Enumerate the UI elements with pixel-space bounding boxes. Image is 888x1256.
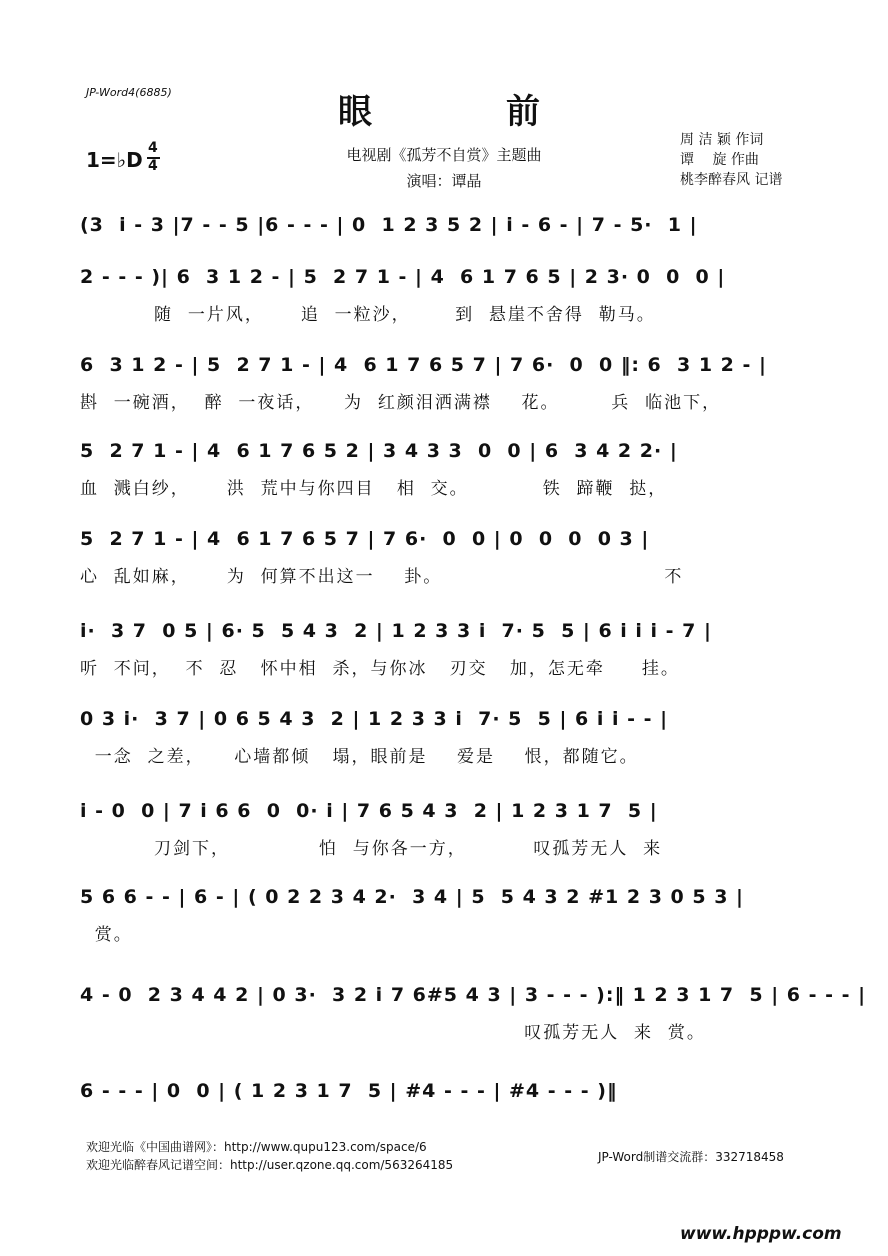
stave-5: [80, 528, 808, 588]
stave-1: [80, 214, 808, 274]
credits-block: [680, 130, 782, 190]
stave-lyric: 血 溅白纱， 洪 荒中与你四目 相 交。 铁 蹄鞭 挞，: [80, 479, 668, 499]
stave-4: [80, 440, 808, 500]
stave-7: [80, 708, 808, 768]
stave-10: [80, 984, 867, 1044]
composer-credit: 谭 旋 作曲: [680, 152, 759, 168]
stave-lyric: 赏。: [80, 925, 133, 945]
generator-code: JP-Word4(6885): [86, 86, 172, 99]
footer-links: [86, 1138, 453, 1174]
stave-9: [80, 886, 808, 946]
stave-notes: 2 - - - )| 6 3 1 2 - | 5 2 7 1 - | 4 6 1 7 6 5 | 2 3· 0 0 0 |: [80, 266, 726, 288]
time-signature-top: 4: [148, 140, 158, 156]
stave-lyric: 随 一片风， 追 一粒沙， 到 悬崖不舍得 勒马。: [80, 305, 656, 325]
stave-notes: 6 - - - | 0 0 | ( 1 2 3 1 7 5 | #4 - - - | #4 - - - )‖: [80, 1080, 618, 1102]
stave-lyric: 叹孤芳无人 来 赏。: [80, 1023, 706, 1043]
song-title: 眼 前: [338, 92, 590, 132]
site-watermark: www.hpppw.com: [680, 1224, 842, 1244]
lyricist-credit: 周 洁 颖 作词: [680, 132, 764, 148]
footer-line-qzone: 欢迎光临醉春风记谱空间：http://user.qzone.qq.com/563264185: [86, 1158, 454, 1172]
footer-line-qupu: 欢迎光临《中国曲谱网》：http://www.qupu123.com/space/6: [86, 1140, 427, 1154]
stave-notes: 4 - 0 2 3 4 4 2 | 0 3· 3 2 i 7 6#5 4 3 | 3 - - - ):‖ 1 2 3 1 7 5 | 6 - - - |: [80, 984, 867, 1006]
stave-lyric: 一念 之差， 心墙都倾 塌，眼前是 爱是 恨，都随它。: [80, 747, 639, 767]
stave-8: [80, 800, 808, 860]
stave-notes: 6 3 1 2 - | 5 2 7 1 - | 4 6 1 7 6 5 7 | 7 6· 0 0 ‖: 6 3 1 2 - |: [80, 354, 767, 376]
time-signature-bottom: 4: [148, 158, 158, 174]
key-signature: 1=♭D: [86, 148, 143, 172]
stave-2: [80, 266, 808, 326]
stave-3: [80, 354, 808, 414]
singer-credit: 演唱：谭晶: [406, 172, 482, 190]
stave-lyric: 听 不问， 不 忍 怀中相 杀，与你冰 刃交 加，怎无牵 挂。: [80, 659, 680, 679]
stave-lyric: [80, 1114, 808, 1138]
stave-notes: 5 6 6 - - | 6 - | ( 0 2 2 3 4 2· 3 4 | 5 5 4 3 2 #1 2 3 0 5 3 |: [80, 886, 744, 908]
stave-11: [80, 1080, 808, 1140]
stave-notes: 5 2 7 1 - | 4 6 1 7 6 5 7 | 7 6· 0 0 | 0 0 0 0 3 |: [80, 528, 650, 550]
stave-notes: i· 3 7 0 5 | 6· 5 5 4 3 2 | 1 2 3 3 i 7· 5 5 | 6 i i i - 7 |: [80, 620, 712, 642]
stave-notes: i - 0 0 | 7 i 6 6 0 0· i | 7 6 5 4 3 2 | 1 2 3 1 7 5 |: [80, 800, 658, 822]
footer-group: JP-Word制谱交流群：332718458: [598, 1150, 784, 1164]
stave-lyric: 心 乱如麻， 为 何算不出这一 卦。 不: [80, 567, 684, 587]
transcriber-credit: 桃李醉春风 记谱: [680, 172, 783, 188]
stave-notes: 5 2 7 1 - | 4 6 1 7 6 5 2 | 3 4 3 3 0 0 | 6 3 4 2 2· |: [80, 440, 678, 462]
stave-notes: 0 3 i· 3 7 | 0 6 5 4 3 2 | 1 2 3 3 i 7· 5 5 | 6 i i - - |: [80, 708, 669, 730]
stave-notes: (3 i - 3 |7 - - 5 |6 - - - | 0 1 2 3 5 2 | i - 6 - | 7 - 5· 1 |: [80, 214, 698, 236]
stave-lyric: 刀剑下， 怕 与你各一方， 叹孤芳无人 来: [80, 839, 663, 859]
song-subtitle: 电视剧《孤芳不自赏》主题曲: [346, 146, 542, 164]
stave-6: [80, 620, 808, 680]
stave-lyric: 斟 一碗酒， 醉 一夜话， 为 红颜泪洒满襟 花。 兵 临池下，: [80, 393, 722, 413]
